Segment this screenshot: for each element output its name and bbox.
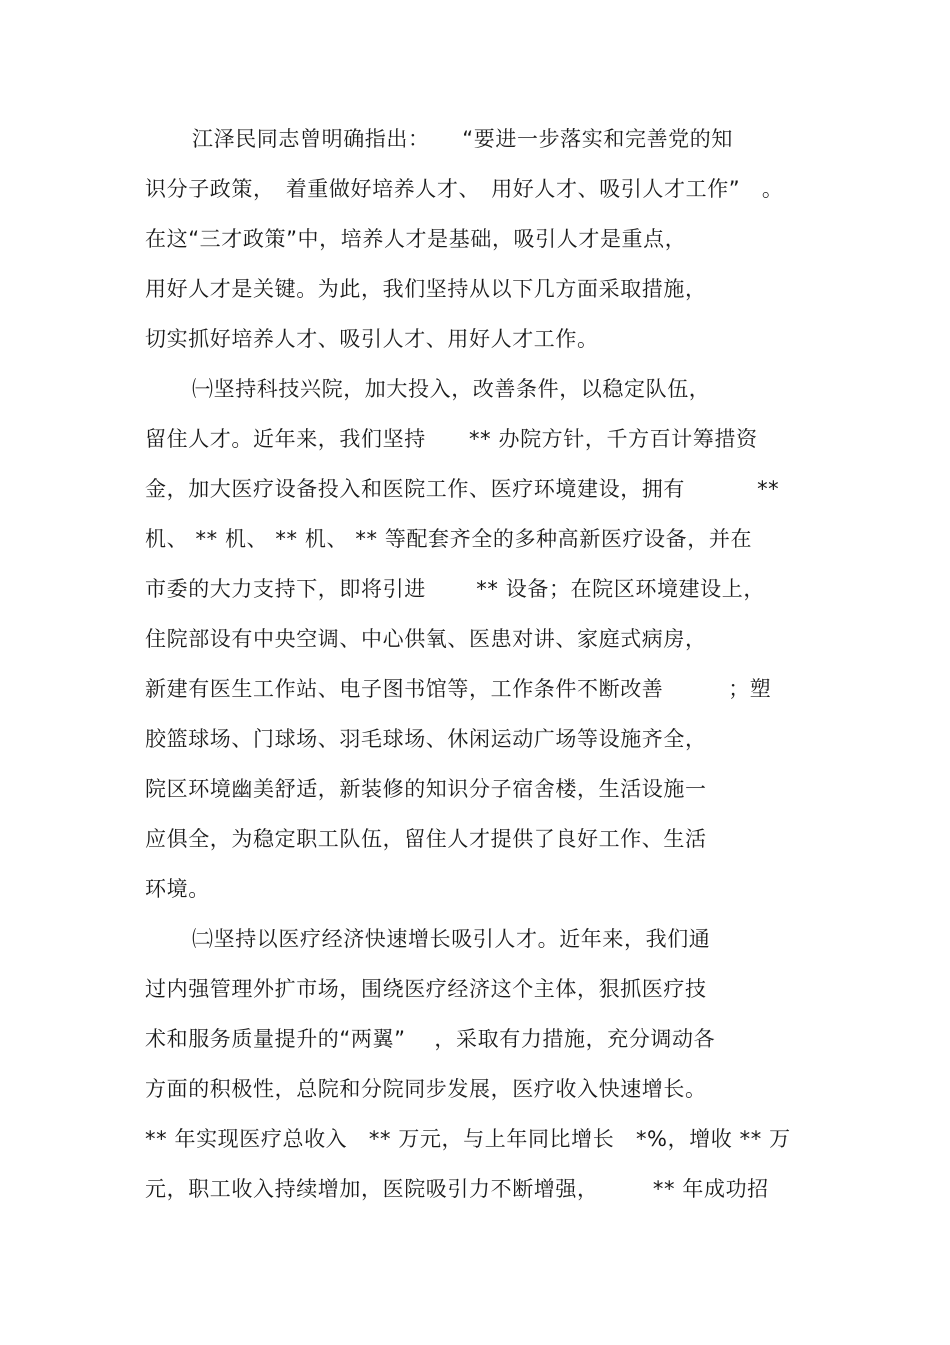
text-line: 过内强管理外扩市场，围绕医疗经济这个主体，狠抓医疗技 <box>145 977 707 1001</box>
text-line: 机、 ** 机、 ** 机、 ** 等配套齐全的多种高新医疗设备，并在 <box>145 527 753 551</box>
text-line: ** 年实现医疗总收入 ** 万元，与上年同比增长 *%，增收 ** 万 <box>145 1127 791 1151</box>
text-line: 在这“三才政策”中，培养人才是基础，吸引人才是重点， <box>145 227 687 251</box>
text-line: 留住人才。近年来，我们坚持 ** 办院方针，千方百计筹措资 <box>145 427 758 451</box>
text-line: 切实抓好培养人才、吸引人才、用好人才工作。 <box>145 327 599 351</box>
text-line: 住院部设有中央空调、中心供氧、医患对讲、家庭式病房， <box>145 627 707 651</box>
text-line: 金，加大医疗设备投入和医院工作、医疗环境建设，拥有 ** <box>145 477 780 501</box>
text-line: 院区环境幽美舒适，新装修的知识分子宿舍楼，生活设施一 <box>145 777 707 801</box>
text-line: 元，职工收入持续增加，医院吸引力不断增强， ** 年成功招 <box>145 1177 769 1201</box>
text-line: ㈡坚持以医疗经济快速增长吸引人才。近年来，我们通 <box>192 927 711 951</box>
text-line: ㈠坚持科技兴院，加大投入，改善条件，以稳定队伍， <box>192 377 711 401</box>
text-line: 市委的大力支持下，即将引进 ** 设备；在院区环境建设上， <box>145 577 765 601</box>
text-line: 识分子政策， 着重做好培养人才、 用好人才、吸引人才工作” 。 <box>145 177 784 201</box>
text-line: 江泽民同志曾明确指出： “要进一步落实和完善党的知 <box>192 127 733 151</box>
text-line: 应俱全，为稳定职工队伍，留住人才提供了良好工作、生活 <box>145 827 707 851</box>
text-line: 术和服务质量提升的“两翼” ，采取有力措施，充分调动各 <box>145 1027 716 1051</box>
text-line: 用好人才是关键。为此，我们坚持从以下几方面采取措施， <box>145 277 707 301</box>
text-line: 环境。 <box>145 877 210 901</box>
text-line: 胶篮球场、门球场、羽毛球场、休闲运动广场等设施齐全， <box>145 727 707 751</box>
text-line: 新建有医生工作站、电子图书馆等，工作条件不断改善 ；塑 <box>145 677 772 701</box>
text-line: 方面的积极性，总院和分院同步发展，医疗收入快速增长。 <box>145 1077 707 1101</box>
